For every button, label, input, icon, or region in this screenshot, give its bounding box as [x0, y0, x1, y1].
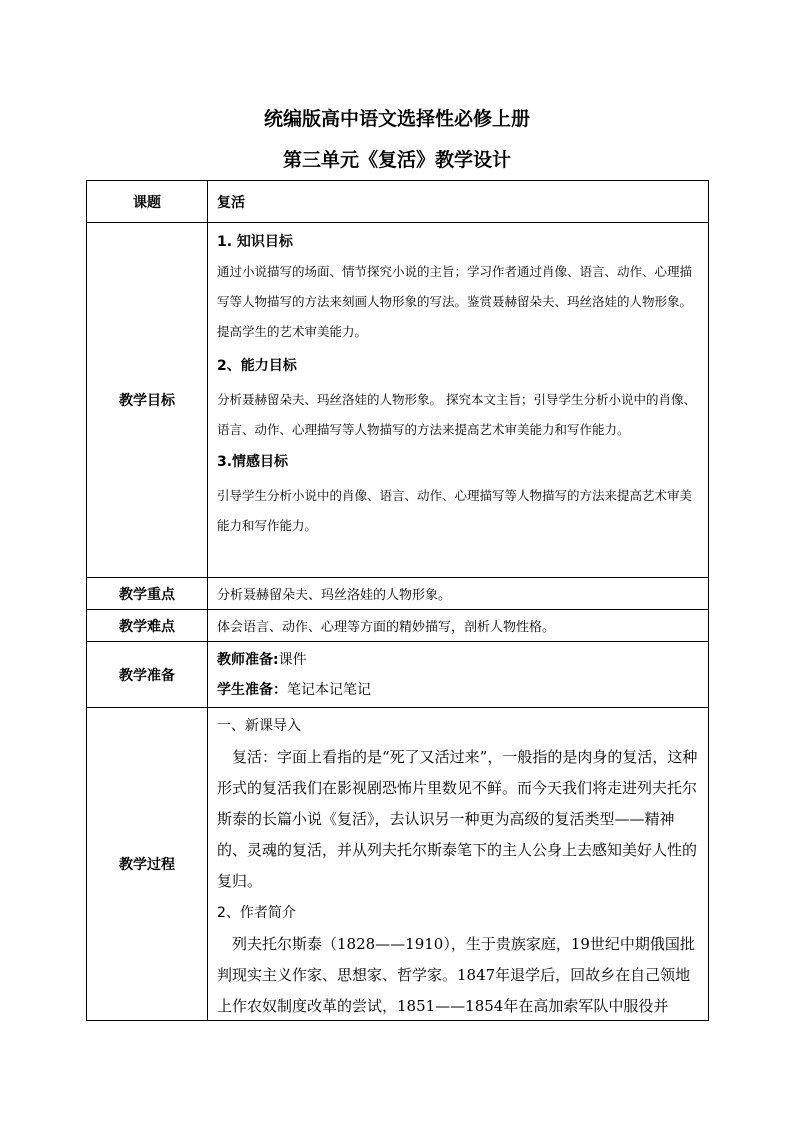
student-preparation-value: 笔记本记笔记 — [287, 681, 371, 698]
goals-emotion-text: 引导学生分析小说中的肖像、语言、动作、心理描写等人物描写的方法来提高艺术审美能力和写作能力。 — [217, 488, 693, 533]
goals-emotion-heading: 3.情感目标 — [217, 454, 289, 470]
label-goals: 教学目标 — [87, 223, 208, 578]
value-key-points: 分析聂赫留朵夫、玛丝洛娃的人物形象。 — [208, 578, 709, 610]
label-preparation: 教学准备 — [87, 642, 208, 708]
document-title: 统编版高中语文选择性必修上册 — [263, 108, 530, 130]
row-process — [87, 708, 709, 1021]
process-section2-heading: 2、作者简介 — [217, 905, 296, 921]
process-section1-text — [217, 742, 701, 897]
teacher-preparation-value: 课件 — [278, 651, 307, 668]
label-key-points: 教学重点 — [87, 578, 208, 610]
teacher-preparation — [217, 645, 701, 675]
goals-knowledge-text: 通过小说描写的场面、情节探究小说的主旨；学习作者通过肖像、语言、动作、心理描写等人物描写的方法来刻画人物形象的写法。鉴赏聂赫留朵夫、玛丝洛娃的人物形象。提高学生的艺术审美能力。 — [217, 264, 693, 339]
teacher-preparation-label: 教师准备: — [217, 651, 279, 668]
label-process: 教学过程 — [87, 708, 208, 1021]
process-section1-heading: 一、新课导入 — [217, 718, 301, 734]
label-topic: 课题 — [87, 181, 208, 223]
student-preparation-label: 学生准备： — [217, 681, 287, 698]
row-key-points — [87, 578, 709, 610]
goals-ability-heading: 2、能力目标 — [217, 358, 297, 374]
process-section2-text — [217, 929, 701, 1019]
row-preparation — [87, 642, 709, 708]
label-difficulties: 教学难点 — [87, 610, 208, 642]
value-topic: 复活 — [208, 181, 709, 223]
process-section2-body: 列夫托尔斯泰（1828——1910），生于贵族家庭，19世纪中期俄国批判现实主义作家、思想家、哲学家。1847年退学后，回故乡在自己领地上作农奴制度改革的尝试，1851——1854年在高加索军队中服役并 — [217, 935, 695, 1015]
row-difficulties — [87, 610, 709, 642]
document-subtitle: 第三单元《复活》教学设计 — [282, 149, 511, 171]
value-difficulties: 体会语言、动作、心理等方面的精妙描写，剖析人物性格。 — [208, 610, 709, 642]
goals-knowledge-heading: 1. 知识目标 — [217, 234, 293, 250]
lesson-plan-table — [86, 180, 709, 1021]
student-preparation — [217, 675, 701, 705]
goals-ability-text: 分析聂赫留朵夫、玛丝洛娃的人物形象。 探究本文主旨；引导学生分析小说中的肖像、语言、动作、心理描写等人物描写的方法来提高艺术审美能力和写作能力。 — [217, 392, 696, 437]
goals-content — [208, 223, 709, 578]
process-section1-body: 复活：字面上看指的是“死了又活过来”，一般指的是肉身的复活，这种形式的复活我们在影视剧恐怖片里数见不鲜。而今天我们将走进列夫托尔斯泰的长篇小说《复活》，去认识另一种更为高级的复活类型——精神的、灵魂的复活，并从列夫托尔斯泰笔下的主人公身上去感知美好人性的复归。 — [217, 748, 698, 890]
process-content — [208, 708, 709, 1021]
row-goals — [87, 223, 709, 578]
preparation-content — [208, 642, 709, 708]
row-topic — [87, 181, 709, 223]
